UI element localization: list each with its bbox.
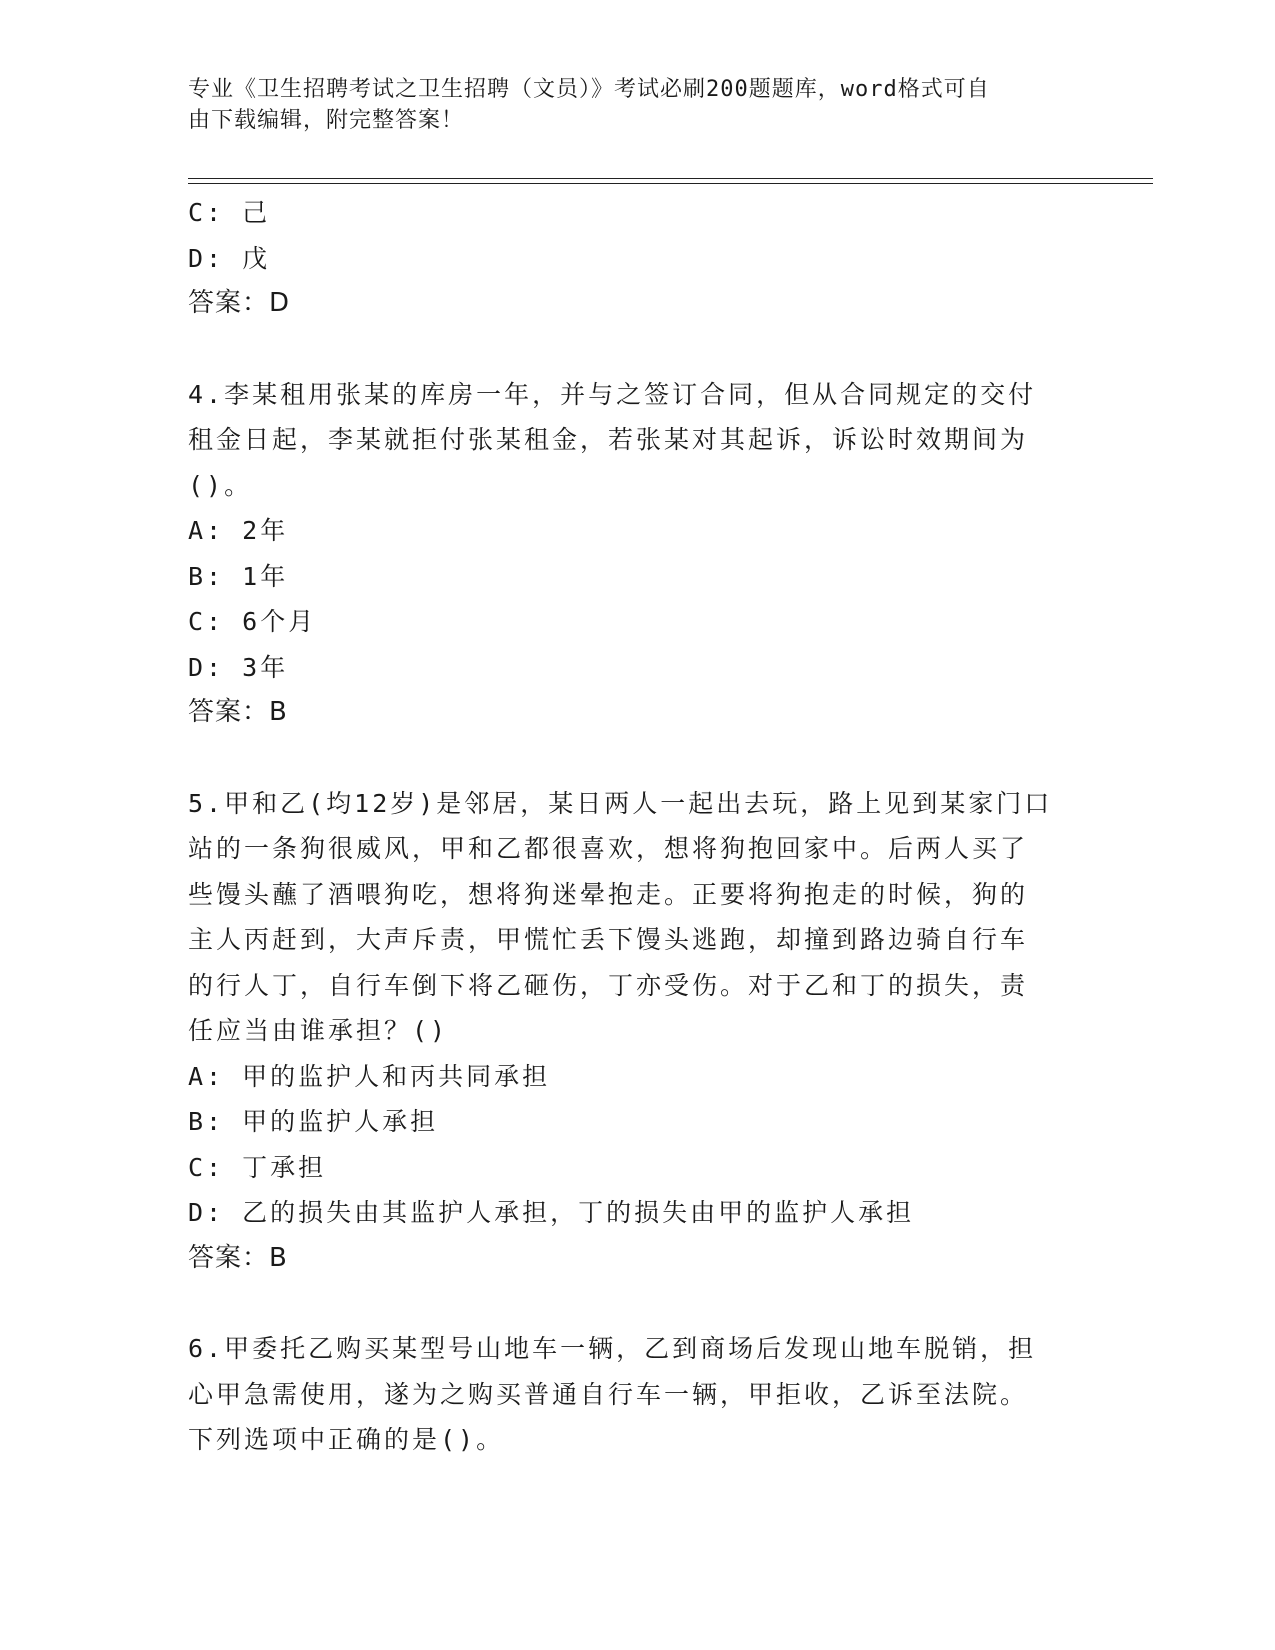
option-a: A: 2年 [188,516,289,545]
question-stem-line: 租金日起，李某就拒付张某租金，若张某对其起诉，诉讼时效期间为 [188,425,1029,454]
option-d: D: 戊 [188,243,271,273]
question-stem-line: 4.李某租用张某的库房一年，并与之签订合同，但从合同规定的交付 [188,379,1037,409]
spacer [188,736,1068,781]
question-stem-line: 站的一条狗很威风，甲和乙都很喜欢，想将狗抱回家中。后两人买了 [188,834,1029,863]
option-c: C: 己 [188,198,271,227]
option-b: B: 1年 [188,561,289,591]
option-c: C: 丁承担 [188,1152,327,1182]
question-3-tail [188,190,1068,327]
header-divider-top [188,178,1153,179]
answer-line: 答案：D [188,288,291,318]
question-stem-line: 下列选项中正确的是()。 [188,1425,505,1454]
header-line-1: 专业《卫生招聘考试之卫生招聘（文员）》考试必刷200题题库，word格式可自 [188,77,990,102]
answer-line: 答案：B [188,697,288,727]
option-d: D: 3年 [188,652,289,682]
question-5 [188,781,1068,1282]
page-header [188,74,1068,136]
question-6 [188,1326,1068,1463]
question-stem-line: 5.甲和乙(均12岁)是邻居，某日两人一起出去玩，路上见到某家门口 [188,788,1053,818]
document-body [188,190,1068,1463]
answer-line: 答案：B [188,1242,288,1273]
option-d: D: 乙的损失由其监护人承担，丁的损失由甲的监护人承担 [188,1198,915,1227]
question-stem-line: 任应当由谁承担？() [188,1016,449,1045]
spacer [188,1281,1068,1326]
question-stem-line: 的行人丁，自行车倒下将乙砸伤，丁亦受伤。对于乙和丁的损失，责 [188,970,1029,1000]
question-stem-line: ()。 [188,470,253,500]
header-divider-bottom [188,183,1153,184]
spacer [188,327,1068,372]
question-stem-line: 心甲急需使用，遂为之购买普通自行车一辆，甲拒收，乙诉至法院。 [188,1379,1029,1409]
question-stem-line: 些馒头蘸了酒喂狗吃，想将狗迷晕抱走。正要将狗抱走的时候，狗的 [188,879,1029,909]
question-stem-line: 6.甲委托乙购买某型号山地车一辆，乙到商场后发现山地车脱销，担 [188,1334,1037,1363]
question-stem-line: 主人丙赶到，大声斥责，甲慌忙丢下馒头逃跑，却撞到路边骑自行车 [188,925,1029,954]
question-4 [188,372,1068,736]
option-c: C: 6个月 [188,607,317,636]
header-line-2: 由下载编辑，附完整答案！ [188,108,465,133]
option-b: B: 甲的监护人承担 [188,1107,439,1136]
option-a: A: 甲的监护人和丙共同承担 [188,1061,551,1091]
